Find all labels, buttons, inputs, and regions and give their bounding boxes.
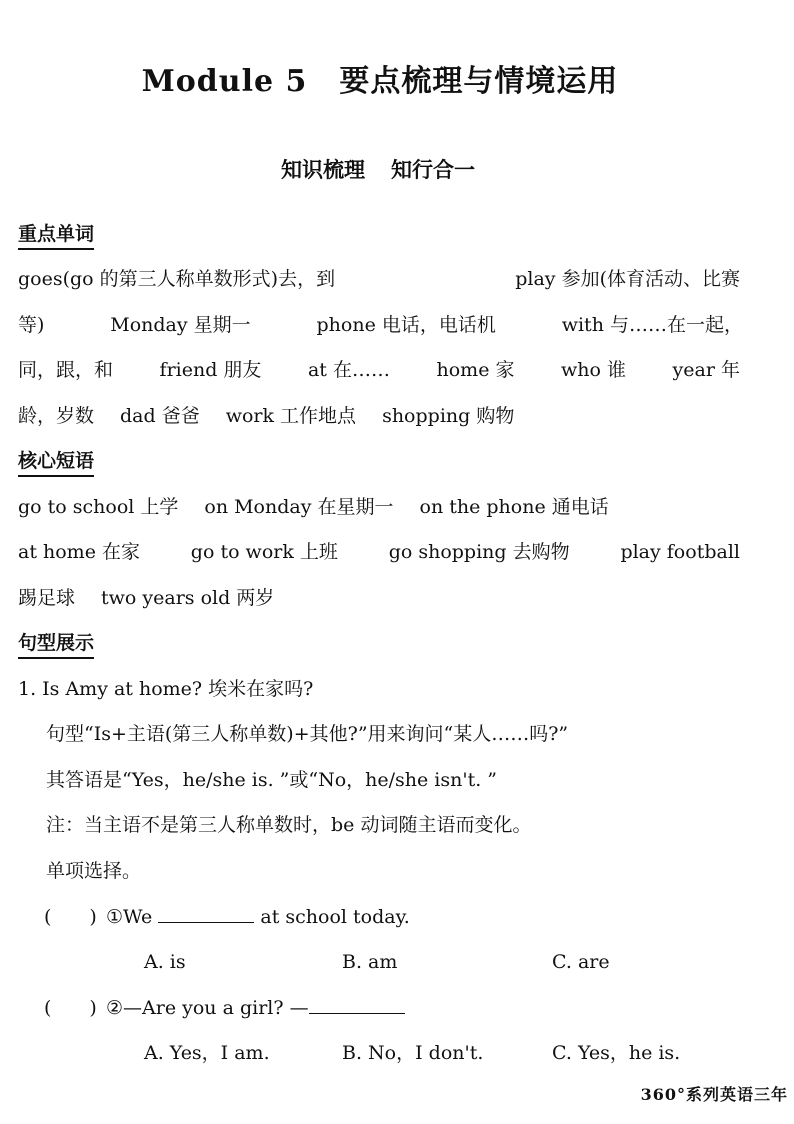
question-text-after: at school today. (260, 906, 410, 928)
question-1 (44, 904, 410, 929)
word-item: year 年 (672, 359, 740, 381)
answer-bracket[interactable]: ( ) (44, 906, 97, 928)
phrase-item: at home 在家 (18, 541, 140, 563)
word-item: Monday 星期一 (110, 314, 251, 336)
phrase-item: go shopping 去购物 (388, 541, 570, 563)
phrase-line (18, 586, 743, 610)
phrase-item: go to school 上学 (18, 496, 179, 518)
word-item: who 谁 (561, 359, 626, 381)
key-phrases-heading: 核心短语 (18, 449, 94, 477)
word-item: shopping 购物 (382, 405, 515, 427)
phrase-item: on the phone 通电话 (419, 496, 609, 518)
word-line (18, 404, 743, 428)
answer-blank[interactable] (158, 904, 254, 923)
word-item: at 在…… (307, 359, 390, 381)
subtitle-left: 知识梳理 (281, 158, 365, 182)
word-item: dad 爸爸 (120, 405, 200, 427)
phrase-line (18, 495, 743, 519)
phrase-item: two years old 两岁 (101, 587, 275, 609)
series-footer: 360°系列英语三年 (640, 1085, 788, 1104)
question-number: ① (106, 906, 124, 928)
word-line (18, 267, 740, 291)
word-item: work 工作地点 (225, 405, 357, 427)
pattern-answer: 其答语是“Yes，he/she is. ”或“No，he/she isn't. ” (46, 769, 498, 791)
pattern-note: 注：当主语不是第三人称单数时，be 动词随主语而变化。 (46, 814, 532, 836)
option-b[interactable]: B. No，I don't. (342, 1042, 484, 1064)
word-line (18, 313, 743, 337)
question-text-before: —Are you a girl? — (123, 997, 309, 1019)
subtitle-right: 知行合一 (391, 158, 475, 182)
phrase-line (18, 540, 740, 564)
task-instruction: 单项选择。 (46, 860, 142, 882)
module-label: Module 5 (141, 64, 308, 99)
question-2 (44, 995, 405, 1020)
sentence-patterns-heading: 句型展示 (18, 631, 94, 659)
pattern-explanation: 句型“Is+主语(第三人称单数)+其他?”用来询问“某人……吗?” (46, 723, 569, 745)
question-text-before: We (123, 906, 153, 928)
option-b[interactable]: B. am (342, 951, 398, 973)
module-topic: 要点梳理与情境运用 (339, 64, 619, 99)
word-item: play 参加(体育活动、比赛 (515, 268, 740, 290)
option-a[interactable]: A. is (144, 951, 186, 973)
phrase-item: go to work 上班 (190, 541, 338, 563)
word-item: home 家 (436, 359, 515, 381)
pattern-heading: 1. Is Amy at home? 埃米在家吗? (18, 678, 314, 700)
page-title (0, 56, 760, 100)
word-item: 同，跟，和 (18, 359, 114, 381)
answer-bracket[interactable]: ( ) (44, 997, 97, 1019)
phrase-item: 踢足球 (18, 587, 76, 609)
option-a[interactable]: A. Yes，I am. (144, 1042, 270, 1064)
question-number: ② (106, 997, 124, 1019)
word-item: with 与……在一起， (561, 314, 743, 336)
word-item: friend 朋友 (159, 359, 262, 381)
option-c[interactable]: C. Yes，he is. (552, 1042, 681, 1064)
word-line (18, 358, 740, 382)
word-item: 龄，岁数 (18, 405, 95, 427)
word-item: goes(go 的第三人称单数形式)去，到 (18, 268, 336, 290)
phrase-item: on Monday 在星期一 (204, 496, 394, 518)
phrase-item: play football (620, 541, 740, 563)
word-item: phone 电话，电话机 (316, 314, 496, 336)
section-subtitle (0, 154, 756, 184)
key-words-heading: 重点单词 (18, 222, 94, 250)
option-c[interactable]: C. are (552, 951, 610, 973)
answer-blank[interactable] (309, 995, 405, 1014)
word-item: 等) (18, 314, 45, 336)
